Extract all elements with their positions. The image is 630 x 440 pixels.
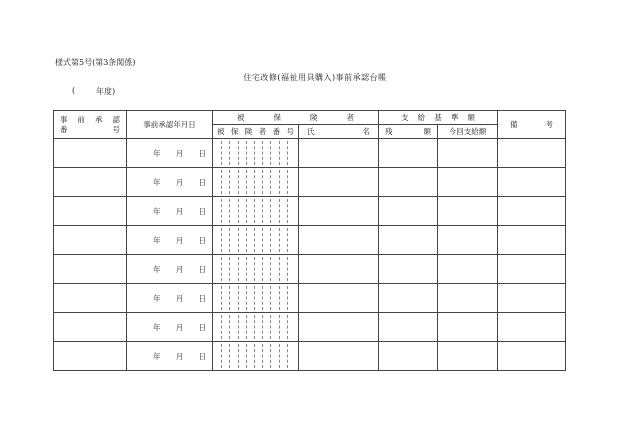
header-remaining — [379, 125, 438, 139]
digit-divider — [287, 141, 288, 165]
payment-group-char: 基 — [434, 113, 442, 122]
date-units — [127, 148, 212, 159]
header-approval-no-line1 — [60, 115, 120, 125]
approval-no-line2-char: 号 — [112, 124, 120, 134]
date-unit: 年 — [153, 206, 161, 216]
approval-date-cell[interactable] — [127, 168, 213, 197]
this-payment-cell[interactable] — [438, 313, 498, 342]
table-row — [54, 197, 566, 226]
digit-divider — [238, 257, 239, 281]
date-unit: 日 — [198, 264, 206, 274]
date-unit: 月 — [175, 206, 184, 216]
digit-divider — [238, 199, 239, 223]
date-unit: 日 — [198, 293, 206, 303]
name-cell[interactable] — [299, 168, 379, 197]
insured-no-char: 被 — [217, 127, 225, 136]
name-cell[interactable] — [299, 255, 379, 284]
header-insured-no-label — [213, 126, 298, 137]
digit-divider — [221, 170, 222, 194]
remarks-cell[interactable] — [498, 313, 566, 342]
date-unit: 月 — [175, 351, 184, 361]
digit-divider — [262, 228, 263, 252]
header-approval-no — [54, 111, 127, 139]
remaining-cell[interactable] — [379, 197, 438, 226]
date-units — [127, 293, 212, 304]
approval-date-cell[interactable] — [127, 342, 213, 371]
name-cell[interactable] — [299, 139, 379, 168]
digit-divider — [270, 286, 271, 310]
insured-group-char: 被 — [237, 113, 245, 122]
remaining-cell[interactable] — [379, 342, 438, 371]
digit-divider — [221, 286, 222, 310]
header-insured-no — [213, 125, 299, 139]
this-payment-cell[interactable] — [438, 168, 498, 197]
header-approval-date — [127, 111, 213, 139]
header-payment-label — [379, 112, 497, 123]
digit-divider — [229, 286, 230, 310]
date-unit: 年 — [153, 322, 161, 332]
digit-boxes — [213, 139, 298, 167]
digit-divider — [229, 257, 230, 281]
digit-divider — [221, 228, 222, 252]
digit-divider — [279, 170, 280, 194]
this-payment-cell[interactable] — [438, 226, 498, 255]
date-units — [127, 235, 212, 246]
date-units — [127, 177, 212, 188]
digit-divider — [246, 141, 247, 165]
digit-divider — [279, 257, 280, 281]
digit-divider — [287, 344, 288, 368]
year-open-paren: ( — [72, 86, 76, 95]
date-unit: 年 — [153, 177, 161, 187]
digit-divider — [262, 141, 263, 165]
date-unit: 年 — [153, 235, 161, 245]
table-row — [54, 168, 566, 197]
remaining-cell[interactable] — [379, 255, 438, 284]
table-row — [54, 226, 566, 255]
name-char: 名 — [362, 127, 370, 136]
digit-divider — [246, 315, 247, 339]
approval-no-cell[interactable] — [54, 139, 127, 168]
approval-no-line1-char: 事 — [60, 114, 68, 124]
remaining-cell[interactable] — [379, 139, 438, 168]
digit-divider — [238, 344, 239, 368]
header-row-1 — [54, 111, 566, 125]
page-title: 住宅改修(福祉用具購入)事前承認台帳 — [243, 73, 387, 82]
table-row — [54, 255, 566, 284]
date-unit: 月 — [175, 322, 184, 332]
digit-divider — [254, 286, 255, 310]
insured-no-cell[interactable] — [213, 284, 299, 313]
digit-boxes — [213, 197, 298, 225]
digit-divider — [254, 257, 255, 281]
insured-no-cell[interactable] — [213, 313, 299, 342]
table-row — [54, 139, 566, 168]
this-payment-cell[interactable] — [438, 139, 498, 168]
date-unit: 日 — [198, 148, 206, 158]
digit-boxes — [213, 342, 298, 370]
date-unit: 月 — [175, 177, 184, 187]
remaining-cell[interactable] — [379, 313, 438, 342]
digit-divider — [229, 199, 230, 223]
digit-divider — [270, 199, 271, 223]
name-cell[interactable] — [299, 197, 379, 226]
date-units — [127, 264, 212, 275]
this-payment-cell[interactable] — [438, 197, 498, 226]
digit-divider — [279, 286, 280, 310]
digit-divider — [262, 199, 263, 223]
approval-no-line1-char: 承 — [95, 114, 103, 124]
insured-no-char: 者 — [258, 127, 267, 136]
date-unit: 日 — [198, 351, 206, 361]
digit-divider — [254, 170, 255, 194]
digit-divider — [262, 170, 263, 194]
insured-no-cell[interactable] — [213, 255, 299, 284]
header-approval-no-line2 — [60, 125, 120, 135]
digit-divider — [254, 141, 255, 165]
insured-no-cell[interactable] — [213, 139, 299, 168]
name-char: 氏 — [307, 127, 315, 136]
digit-divider — [270, 170, 271, 194]
digit-divider — [279, 199, 280, 223]
approval-no-cell[interactable] — [54, 313, 127, 342]
digit-divider — [279, 315, 280, 339]
digit-divider — [287, 286, 288, 310]
insured-no-char: 保 — [230, 127, 239, 136]
table-row — [54, 313, 566, 342]
remarks-cell[interactable] — [498, 139, 566, 168]
header-remaining-label — [379, 126, 437, 137]
remaining-char: 残 — [385, 127, 393, 136]
digit-divider — [270, 344, 271, 368]
this-payment-cell[interactable] — [438, 255, 498, 284]
name-cell[interactable] — [299, 226, 379, 255]
digit-divider — [238, 228, 239, 252]
payment-group-char: 給 — [417, 113, 426, 122]
digit-divider — [238, 315, 239, 339]
table-row — [54, 342, 566, 371]
table-row — [54, 284, 566, 313]
digit-divider — [262, 344, 263, 368]
digit-divider — [229, 170, 230, 194]
digit-divider — [246, 170, 247, 194]
insured-no-cell[interactable] — [213, 197, 299, 226]
this-payment-cell[interactable] — [438, 342, 498, 371]
approval-date-cell[interactable] — [127, 255, 213, 284]
digit-divider — [287, 199, 288, 223]
date-units — [127, 322, 212, 333]
remaining-char: 額 — [423, 127, 431, 136]
digit-divider — [270, 315, 271, 339]
digit-divider — [287, 170, 288, 194]
digit-divider — [254, 344, 255, 368]
approval-no-cell[interactable] — [54, 226, 127, 255]
digit-divider — [246, 344, 247, 368]
digit-divider — [246, 257, 247, 281]
header-insured-group — [213, 111, 379, 125]
approval-date-cell[interactable] — [127, 197, 213, 226]
header-insured-label — [213, 112, 378, 123]
approval-no-cell[interactable] — [54, 168, 127, 197]
header-this-payment-label: 今回支給額 — [448, 127, 487, 136]
digit-divider — [238, 141, 239, 165]
digit-divider — [246, 228, 247, 252]
name-cell[interactable] — [299, 313, 379, 342]
approval-no-line2-char: 番 — [60, 124, 68, 134]
payment-group-char: 支 — [401, 113, 409, 122]
digit-divider — [270, 228, 271, 252]
digit-divider — [221, 315, 222, 339]
date-unit: 日 — [198, 235, 206, 245]
insured-no-cell[interactable] — [213, 342, 299, 371]
digit-divider — [221, 257, 222, 281]
remarks-char: 備 — [510, 120, 518, 129]
digit-divider — [262, 286, 263, 310]
remarks-cell[interactable] — [498, 255, 566, 284]
digit-divider — [262, 315, 263, 339]
date-units — [127, 206, 212, 217]
date-unit: 年 — [153, 351, 161, 361]
approval-no-line1-char: 認 — [112, 114, 120, 124]
approval-date-cell[interactable] — [127, 139, 213, 168]
remarks-cell[interactable] — [498, 168, 566, 197]
remaining-cell[interactable] — [379, 226, 438, 255]
approval-no-cell[interactable] — [54, 197, 127, 226]
header-approval-date-label: 事前承認年月日 — [143, 120, 196, 129]
approval-no-cell[interactable] — [54, 284, 127, 313]
digit-divider — [270, 257, 271, 281]
header-name-label — [299, 126, 378, 137]
date-unit: 年 — [153, 264, 161, 274]
date-unit: 月 — [175, 148, 184, 158]
digit-boxes — [213, 284, 298, 312]
insured-no-char: 号 — [286, 127, 294, 136]
remarks-cell[interactable] — [498, 284, 566, 313]
insured-no-char: 険 — [244, 127, 253, 136]
digit-divider — [287, 257, 288, 281]
approval-no-cell[interactable] — [54, 342, 127, 371]
digit-divider — [279, 141, 280, 165]
insured-group-char: 保 — [273, 113, 281, 122]
insured-no-char: 番 — [272, 127, 281, 136]
remarks-cell[interactable] — [498, 226, 566, 255]
approval-date-cell[interactable] — [127, 313, 213, 342]
date-units — [127, 351, 212, 362]
name-cell[interactable] — [299, 342, 379, 371]
digit-divider — [279, 228, 280, 252]
digit-divider — [254, 315, 255, 339]
date-unit: 日 — [198, 322, 206, 332]
digit-divider — [229, 344, 230, 368]
payment-group-char: 準 — [450, 113, 459, 122]
digit-divider — [287, 228, 288, 252]
digit-boxes — [213, 255, 298, 283]
digit-boxes — [213, 226, 298, 254]
digit-divider — [221, 344, 222, 368]
digit-divider — [229, 228, 230, 252]
header-payment-group — [379, 111, 498, 125]
approval-no-cell[interactable] — [54, 255, 127, 284]
digit-divider — [287, 315, 288, 339]
date-unit: 日 — [198, 177, 206, 187]
date-unit: 日 — [198, 206, 206, 216]
approval-date-cell[interactable] — [127, 226, 213, 255]
approval-ledger-table — [53, 110, 566, 371]
date-unit: 年 — [153, 148, 161, 158]
digit-boxes — [213, 168, 298, 196]
payment-group-char: 額 — [467, 113, 475, 122]
date-unit: 月 — [175, 264, 184, 274]
digit-divider — [229, 315, 230, 339]
insured-group-char: 険 — [310, 113, 318, 122]
digit-divider — [262, 257, 263, 281]
header-this-payment — [438, 125, 498, 139]
header-remarks — [498, 111, 566, 139]
fiscal-year-label: 年度) — [96, 87, 116, 96]
remaining-cell[interactable] — [379, 284, 438, 313]
header-remarks-label — [498, 119, 565, 130]
digit-divider — [270, 141, 271, 165]
digit-divider — [221, 141, 222, 165]
insured-group-char: 者 — [346, 113, 354, 122]
digit-divider — [254, 199, 255, 223]
digit-divider — [229, 141, 230, 165]
digit-divider — [246, 286, 247, 310]
remarks-char: 考 — [545, 120, 553, 129]
digit-divider — [254, 228, 255, 252]
remaining-cell[interactable] — [379, 168, 438, 197]
digit-divider — [238, 170, 239, 194]
remarks-cell[interactable] — [498, 342, 566, 371]
digit-boxes — [213, 313, 298, 341]
date-unit: 月 — [175, 293, 184, 303]
digit-divider — [246, 199, 247, 223]
digit-divider — [221, 199, 222, 223]
this-payment-cell[interactable] — [438, 284, 498, 313]
approval-no-line1-char: 前 — [77, 114, 85, 124]
remarks-cell[interactable] — [498, 197, 566, 226]
insured-no-cell[interactable] — [213, 226, 299, 255]
date-unit: 月 — [175, 235, 184, 245]
digit-divider — [238, 286, 239, 310]
header-name — [299, 125, 379, 139]
name-cell[interactable] — [299, 284, 379, 313]
insured-no-cell[interactable] — [213, 168, 299, 197]
approval-date-cell[interactable] — [127, 284, 213, 313]
form-number: 様式第5号(第3条関係) — [55, 58, 136, 67]
date-unit: 年 — [153, 293, 161, 303]
digit-divider — [279, 344, 280, 368]
